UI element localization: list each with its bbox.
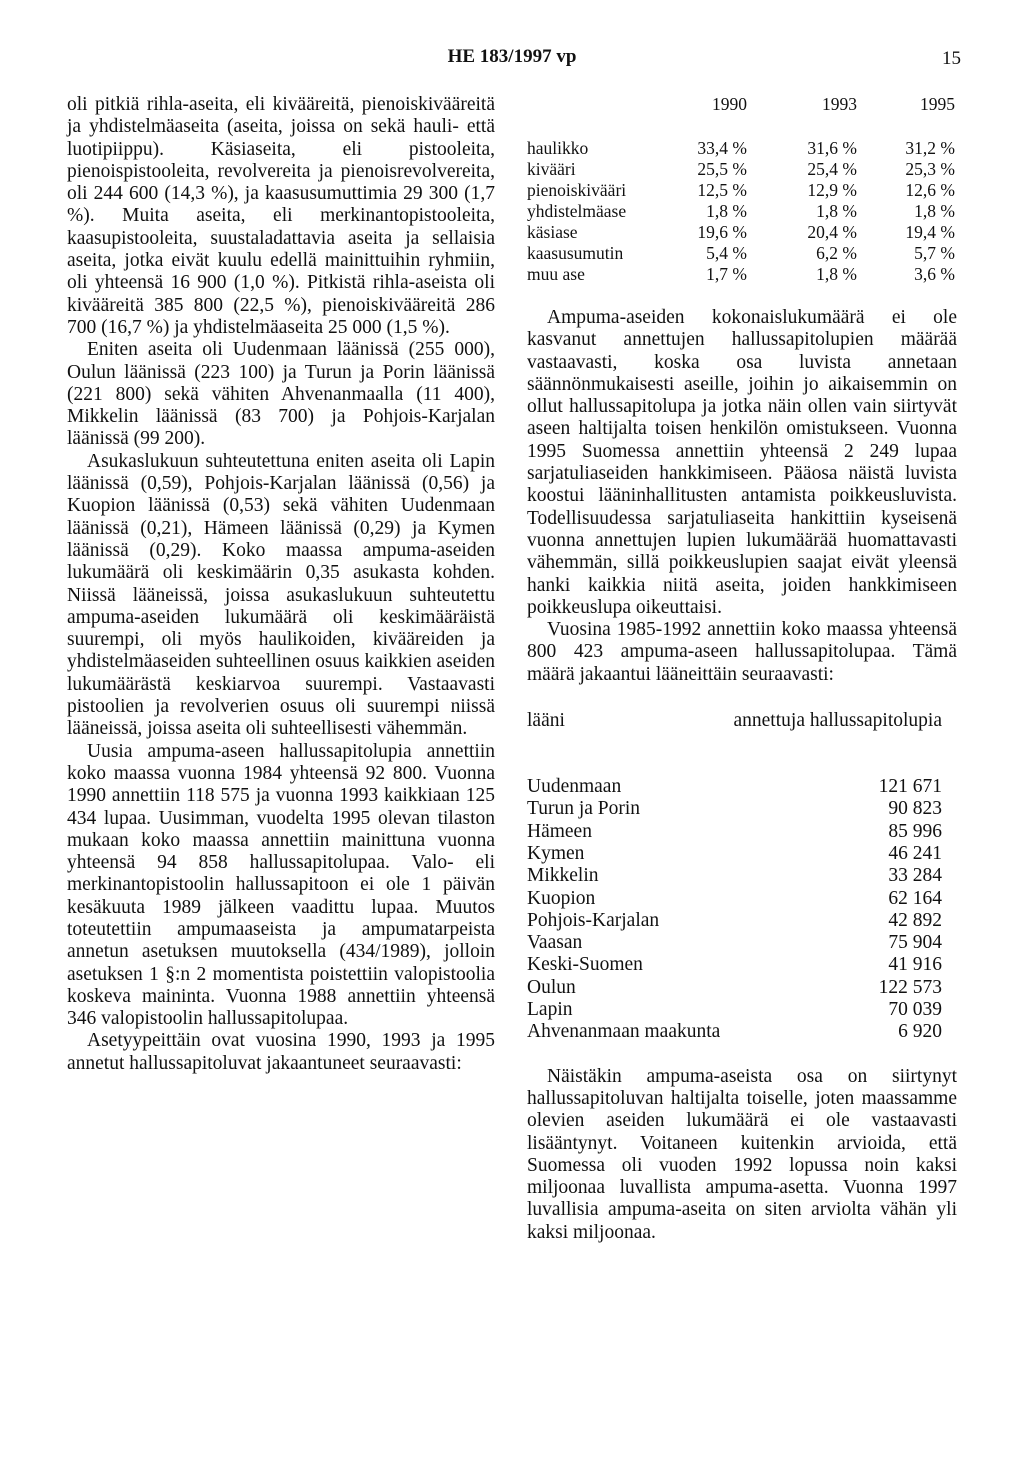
county-cell: Uudenmaan: [527, 776, 622, 798]
county-permits-table: [527, 710, 942, 1044]
permit-count-cell: 42 892: [888, 909, 942, 931]
weapon-type-cell: muu ase: [527, 264, 585, 284]
paragraph: Asetyypeittäin ovat vuosina 1990, 1993 ja 1995 annetut hallussapitoluvat jakaantuneet seuraavasti:: [67, 1030, 495, 1074]
county-cell: Mikkelin: [527, 865, 599, 887]
column-header: 1990: [712, 94, 747, 114]
table-row: [527, 138, 955, 159]
table-header-row: [527, 94, 955, 138]
county-cell: Kuopion: [527, 887, 596, 909]
table-header-row: [527, 710, 942, 776]
percentage-cell: 1,8 %: [706, 201, 747, 221]
percentage-cell: 25,4 %: [807, 159, 857, 179]
weapon-type-cell: haulikko: [527, 138, 589, 158]
table-row: [527, 932, 942, 954]
document-id: HE 183/1997 vp: [447, 46, 577, 67]
paragraph: Asukaslukuun suhteutettuna eniten aseita oli Lapin läänissä (0,59), Pohjois-Karjalan läänissä (0,56) ja Kuopion läänissä (0,53) sekä vähiten Uudenmaan läänissä (0,21), Hämeen läänissä (0,29) ja Kymen läänissä (0,29). Koko maassa ampuma-aseiden lukumäärä oli keskimäärin 0,35 asukasta kohden. Niissä lääneissä, joissa asukaslukuun suhteutettu ampuma-aseiden lukumäärä oli keskimääräistä suurempi, oli myös haulikoiden, kivääreiden ja yhdistelmäaseiden suhteellinen osuus kaikkien aseiden lukumäärästä keskiarvoa suurempi. Vastaavasti pistoolien ja revolverien osuus oli suurempi niissä lääneissä, joissa aseita oli suhteellisesti vähemmän.: [67, 450, 495, 740]
percentage-cell: 19,4 %: [905, 222, 955, 242]
table-row: [527, 264, 955, 285]
percentage-cell: 3,6 %: [914, 264, 955, 284]
table-row: [527, 776, 942, 798]
left-column: [67, 94, 495, 1075]
weapon-type-cell: yhdistelmäase: [527, 201, 627, 221]
paragraph: Näistäkin ampuma-aseista osa on siirtynyt hallussapitoluvan haltijalta toiselle, joten maassamme olevien aseiden lukumäärä ei ole vastaavasti lisääntynyt. Voitaneen kuitenkin arvioida, että Suomessa oli vuoden 1992 lopussa noin kaksi miljoonaa luvallista ampuma-asetta. Vuonna 1997 luvallisia ampuma-aseita on siten arviolta vähän yli kaksi miljoonaa.: [527, 1065, 957, 1243]
percentage-cell: 12,5 %: [697, 180, 747, 200]
county-cell: Turun ja Porin: [527, 798, 641, 820]
column-header: 1995: [920, 94, 955, 114]
permit-count-cell: 41 916: [888, 954, 942, 976]
permit-count-cell: 85 996: [888, 820, 942, 842]
table-row: [527, 843, 942, 865]
weapon-type-percentage-table: [527, 94, 955, 285]
county-cell: Oulun: [527, 976, 576, 998]
page-header: [0, 46, 1024, 76]
permit-count-cell: 33 284: [888, 865, 942, 887]
column-header: annettuja hallussapitolupia: [733, 710, 942, 732]
table-row: [527, 910, 942, 932]
paragraph: Vuosina 1985-1992 annettiin koko maassa yhteensä 800 423 ampuma-aseen hallussapitolupaa. Tämä määrä jakaantui lääneittäin seuraavasti:: [527, 619, 957, 685]
right-column: [527, 94, 957, 1244]
paragraph: oli pitkiä rihla-aseita, eli kivääreitä, pienoiskivääreitä ja yhdistelmäaseita (aseita, joissa on sekä hauli- että luotipiippu). Käsiaseita, eli pistooleita, pienoispistooleita, revolvereita ja pienoisrevolvereita, oli 244 600 (14,3 %), ja kaasusumuttimia 29 300 (1,7 %). Muita aseita, eli merkinantopistooleita, kaasupistooleita, suustaladattavia aseita ja sellaisia aseita, jotka eivät kuulu edellä mainittuihin ryhmiin, oli yhteensä 16 900 (1,0 %). Pitkistä rihla-aseista oli kivääreitä 385 800 (22,5 %), pienoiskivääreitä 286 700 (16,7 %) ja yhdistelmäaseita 25 000 (1,5 %).: [67, 94, 495, 338]
table-row: [527, 821, 942, 843]
table-row: [527, 888, 942, 910]
percentage-cell: 12,6 %: [905, 180, 955, 200]
county-cell: Keski-Suomen: [527, 954, 643, 976]
permit-count-cell: 46 241: [888, 842, 942, 864]
table-row: [527, 1021, 942, 1043]
percentage-cell: 31,6 %: [807, 138, 857, 158]
county-cell: Ahvenanmaan maakunta: [527, 1021, 721, 1043]
percentage-cell: 6,2 %: [816, 243, 857, 263]
percentage-cell: 5,4 %: [706, 243, 747, 263]
county-cell: Lapin: [527, 999, 573, 1021]
percentage-cell: 25,3 %: [905, 159, 955, 179]
percentage-cell: 1,7 %: [706, 264, 747, 284]
paragraph: Uusia ampuma-aseen hallussapitolupia annettiin koko maassa vuonna 1984 yhteensä 92 800. Vuonna 1990 annettiin 118 575 ja vuonna 1993 kaikkiaan 125 434 lupaa. Uusimman, vuodelta 1995 olevan tilaston mukaan koko maassa annettiin mainittuna vuonna yhteensä 94 858 hallussapitolupaa. Valo- eli merkinantopistoolin hallussapitoon ei ole 1 päivän kesäkuuta 1989 jälkeen vaadittu lupaa. Muutos toteutettiin ampumaaseista ja ampumatarpeista annetun asetuksen muutoksella (434/1989), jolloin asetuksen 1 §:n 2 momentista poistettiin valopistoolia koskeva maininta. Vuonna 1988 annettiin yhteensä 346 valopistoolin hallussapitolupaa.: [67, 740, 495, 1030]
permit-count-cell: 75 904: [888, 932, 942, 954]
percentage-cell: 25,5 %: [697, 159, 747, 179]
county-cell: Kymen: [527, 842, 585, 864]
county-cell: Vaasan: [527, 932, 583, 954]
percentage-cell: 31,2 %: [905, 138, 955, 158]
table-row: [527, 159, 955, 180]
weapon-type-cell: kivääri: [527, 159, 576, 179]
table-row: [527, 180, 955, 201]
permit-count-cell: 121 671: [878, 776, 942, 798]
percentage-cell: 5,7 %: [914, 243, 955, 263]
table-row: [527, 977, 942, 999]
table-row: [527, 954, 942, 976]
percentage-cell: 12,9 %: [807, 180, 857, 200]
paragraph: Eniten aseita oli Uudenmaan läänissä (255 000), Oulun läänissä (223 100) ja Turun ja Porin läänissä (221 800) sekä vähiten Ahvenanmaalla (11 400), Mikkelin läänissä (83 700) ja Pohjois-Karjalan läänissä (99 200).: [67, 339, 495, 450]
paragraph: Ampuma-aseiden kokonaislukumäärä ei ole kasvanut annettujen hallussapitolupien määrää vastaavasti, koska osa luvista annetaan säännönmukaisesti aseille, joihin jo aikaisemmin on ollut hallussapitolupa ja jotka näin ollen vain siirtyvät aseen haltijalta toisen henkilön omistukseen. Vuonna 1995 Suomessa annettiin yhteensä 2 249 lupaa sarjatuliaseiden hankkimiseen. Pääosa näistä luvista koostui lääninhallitusten antamista poikkeusluvista. Todellisuudessa sarjatuliaseita hankittiin kyseisenä vuonna annettujen lupien lukumäärää huomattavasti vähemmän, sillä poikkeuslupien saajat eivät yleensä hanki kaikkia niitä aseita, joiden hankkimiseen poikkeuslupa oikeuttaisi.: [527, 307, 957, 618]
permit-count-cell: 122 573: [878, 976, 942, 998]
weapon-type-cell: kaasusumutin: [527, 243, 624, 263]
permit-count-cell: 6 920: [898, 1021, 942, 1043]
county-cell: Pohjois-Karjalan: [527, 909, 660, 931]
column-header: lääni: [527, 710, 565, 732]
percentage-cell: 20,4 %: [807, 222, 857, 242]
permit-count-cell: 90 823: [888, 798, 942, 820]
table-row: [527, 865, 942, 887]
weapon-type-cell: pienoiskivääri: [527, 180, 627, 200]
county-cell: Hämeen: [527, 820, 592, 842]
weapon-type-cell: käsiase: [527, 222, 578, 242]
percentage-cell: 19,6 %: [697, 222, 747, 242]
permit-count-cell: 62 164: [888, 887, 942, 909]
table-row: [527, 201, 955, 222]
percentage-cell: 1,8 %: [914, 201, 955, 221]
percentage-cell: 33,4 %: [697, 138, 747, 158]
table-row: [527, 222, 955, 243]
percentage-cell: 1,8 %: [816, 264, 857, 284]
table-row: [527, 999, 942, 1021]
table-row: [527, 798, 942, 820]
permit-count-cell: 70 039: [888, 999, 942, 1021]
page-number: 15: [942, 48, 961, 69]
percentage-cell: 1,8 %: [816, 201, 857, 221]
table-row: [527, 243, 955, 264]
column-header: 1993: [822, 94, 857, 114]
